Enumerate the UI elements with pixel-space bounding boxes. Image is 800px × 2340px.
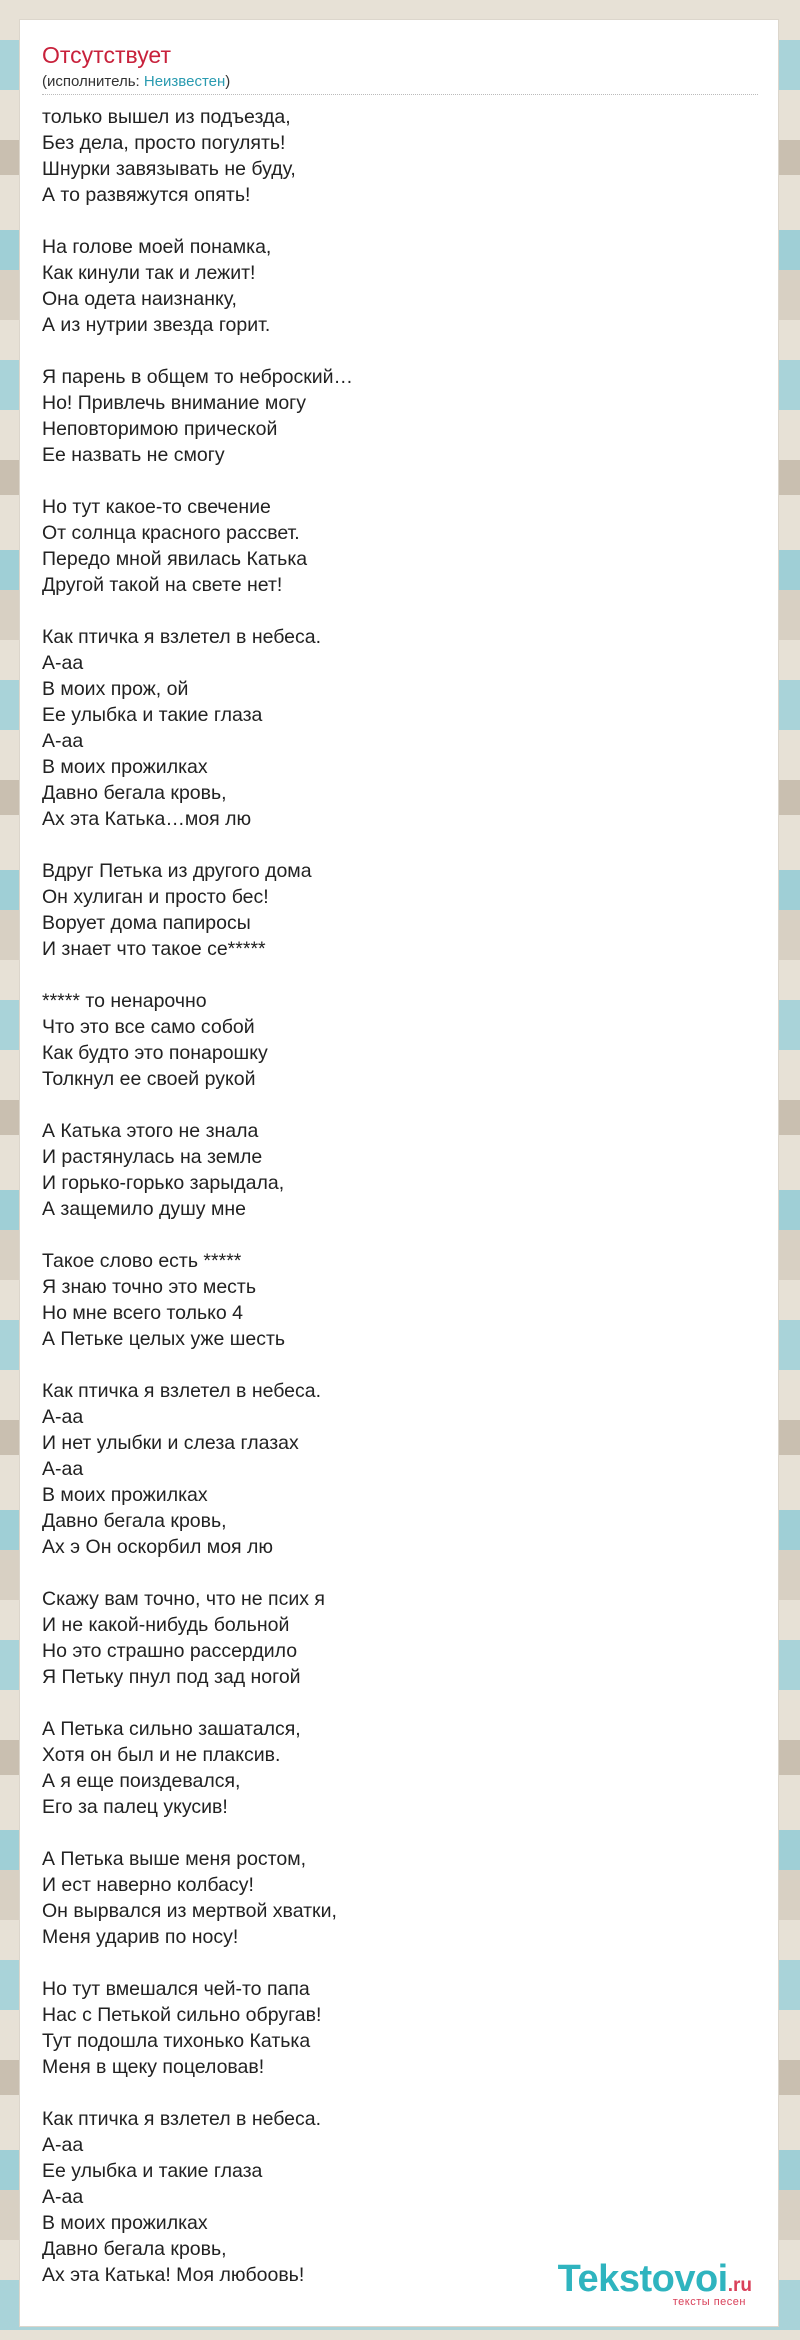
lyrics-line: Ее улыбка и такие глаза — [42, 2160, 263, 2182]
lyrics-line: Такое слово есть ***** — [42, 1250, 242, 1272]
logo-tagline: тексты песен — [672, 2296, 746, 2308]
lyrics-line: В моих прожилках — [42, 1484, 208, 1506]
artist-link[interactable]: Неизвестен — [143, 73, 226, 90]
lyrics-line: Ах эта Катька! Моя любоовь! — [42, 2264, 305, 2286]
lyrics-line: ***** то ненарочно — [42, 990, 207, 1012]
lyrics-line: Я знаю точно это месть — [42, 1276, 257, 1298]
lyrics-line: Но это страшно рассердило — [42, 1640, 298, 1662]
lyrics-line: Толкнул ее своей рукой — [42, 1068, 256, 1090]
lyrics-stanza — [42, 364, 742, 468]
lyrics-line: Его за палец укусив! — [42, 1796, 228, 1818]
lyrics-line: А-аа — [42, 652, 84, 674]
lyrics-stanza — [42, 624, 742, 832]
lyrics-line: Давно бегала кровь, — [42, 2238, 227, 2260]
lyrics-line: В моих прожилках — [42, 756, 208, 778]
lyrics-line: Давно бегала кровь, — [42, 1510, 227, 1532]
lyrics-line: И горько-горько зарыдала, — [42, 1172, 285, 1194]
lyrics-stanza — [42, 988, 742, 1092]
lyrics-stanza — [42, 1716, 742, 1820]
lyrics-line: А-аа — [42, 1406, 84, 1428]
lyrics-line: В моих прожилках — [42, 2212, 208, 2234]
lyrics-line: Другой такой на свете нет! — [42, 574, 283, 596]
lyrics-line: На голове моей понамка, — [42, 236, 272, 258]
lyrics-line: Как кинули так и лежит! — [42, 262, 256, 284]
artist-prefix: (исполнитель: — [42, 73, 144, 90]
lyrics-line: А-аа — [42, 2134, 84, 2156]
lyrics-stanza — [42, 858, 742, 962]
lyrics-line: Меня в щеку поцеловав! — [42, 2056, 265, 2078]
lyrics-line: А-аа — [42, 2186, 84, 2208]
lyrics-line: Хотя он был и не плаксив. — [42, 1744, 281, 1766]
lyrics-line: Давно бегала кровь, — [42, 782, 227, 804]
logo-name: Tekstovoi — [557, 2258, 728, 2300]
lyrics-body — [42, 104, 742, 2314]
lyrics-line: Но тут какое-то свечение — [42, 496, 271, 518]
lyrics-line: Меня ударив по носу! — [42, 1926, 239, 1948]
song-title: Отсутствует — [42, 42, 171, 68]
lyrics-line: Как птичка я взлетел в небеса. — [42, 2108, 322, 2130]
lyrics-stanza — [42, 1248, 742, 1352]
lyrics-line: А я еще поиздевался, — [42, 1770, 241, 1792]
lyrics-line: Без дела, просто погулять! — [42, 132, 286, 154]
lyrics-line: Ворует дома папиросы — [42, 912, 251, 934]
lyrics-line: Я Петьку пнул под зад ногой — [42, 1666, 301, 1688]
lyrics-line: А Петька выше меня ростом, — [42, 1848, 307, 1870]
lyrics-line: Шнурки завязывать не буду, — [42, 158, 296, 180]
lyrics-line: Неповторимою прической — [42, 418, 278, 440]
lyrics-line: А Петька сильно зашатался, — [42, 1718, 301, 1740]
lyrics-line: Ах эта Катька…моя лю — [42, 808, 252, 830]
lyrics-line: И растянулась на земле — [42, 1146, 263, 1168]
lyrics-line: В моих прож, ой — [42, 678, 189, 700]
lyrics-line: Ее назвать не смогу — [42, 444, 225, 466]
lyrics-line: Но тут вмешался чей-то папа — [42, 1978, 310, 2000]
lyrics-line: Ее улыбка и такие глаза — [42, 704, 263, 726]
lyrics-line: Передо мной явилась Катька — [42, 548, 308, 570]
lyrics-stanza — [42, 494, 742, 598]
artist-line — [42, 73, 230, 90]
lyrics-line: Как будто это понарошку — [42, 1042, 268, 1064]
lyrics-line: Нас с Петькой сильно обругав! — [42, 2004, 322, 2026]
divider — [42, 94, 758, 95]
lyrics-stanza — [42, 1846, 742, 1950]
lyrics-line: А-аа — [42, 730, 84, 752]
lyrics-line: А то развяжутся опять! — [42, 184, 251, 206]
lyrics-stanza — [42, 1378, 742, 1560]
lyrics-line: Вдруг Петька из другого дома — [42, 860, 312, 882]
lyrics-line: И знает что такое се***** — [42, 938, 266, 960]
lyrics-stanza — [42, 104, 742, 208]
site-logo[interactable] — [558, 2260, 752, 2308]
lyrics-line: Что это все само собой — [42, 1016, 255, 1038]
lyrics-stanza — [42, 1586, 742, 1690]
lyrics-stanza — [42, 1118, 742, 1222]
lyrics-line: И не какой-нибудь больной — [42, 1614, 290, 1636]
lyrics-line: А Петьке целых уже шесть — [42, 1328, 286, 1350]
lyrics-line: Я парень в общем то неброский… — [42, 366, 354, 388]
lyrics-line: Тут подошла тихонько Катька — [42, 2030, 311, 2052]
lyrics-stanza — [42, 234, 742, 338]
lyrics-line: Он хулиган и просто бес! — [42, 886, 269, 908]
lyrics-line: А Катька этого не знала — [42, 1120, 259, 1142]
lyrics-line: А-аа — [42, 1458, 84, 1480]
lyrics-line: Как птичка я взлетел в небеса. — [42, 1380, 322, 1402]
logo-tld: .ru — [727, 2275, 752, 2296]
lyrics-card — [20, 20, 778, 2326]
artist-suffix: ) — [225, 73, 231, 90]
lyrics-line: только вышел из подъезда, — [42, 106, 291, 128]
lyrics-line: А защемило душу мне — [42, 1198, 246, 1220]
lyrics-line: И нет улыбки и слеза глазах — [42, 1432, 299, 1454]
lyrics-line: Но! Привлечь внимание могу — [42, 392, 307, 414]
lyrics-line: Ах э Он оскорбил моя лю — [42, 1536, 274, 1558]
lyrics-line: Скажу вам точно, что не псих я — [42, 1588, 325, 1610]
lyrics-line: И ест наверно колбасу! — [42, 1874, 254, 1896]
lyrics-line: От солнца красного рассвет. — [42, 522, 300, 544]
lyrics-line: Но мне всего только 4 — [42, 1302, 243, 1324]
lyrics-line: А из нутрии звезда горит. — [42, 314, 271, 336]
lyrics-line: Как птичка я взлетел в небеса. — [42, 626, 322, 648]
lyrics-stanza — [42, 1976, 742, 2080]
lyrics-line: Он вырвался из мертвой хватки, — [42, 1900, 337, 1922]
lyrics-line: Она одета наизнанку, — [42, 288, 237, 310]
